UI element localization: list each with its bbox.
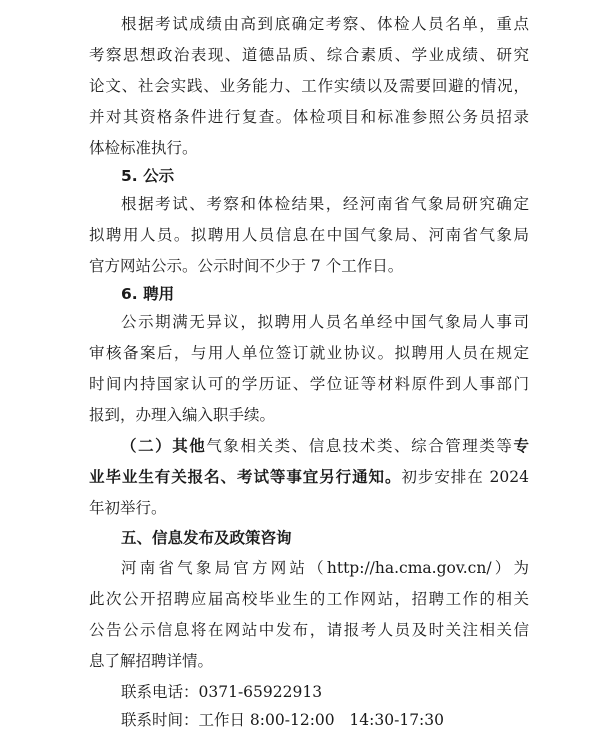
paragraph-line: 根据考试、考察和体检结果，经河南省气象局研究确定 — [121, 195, 529, 213]
section-heading: 五、信息发布及政策咨询 — [121, 529, 292, 547]
paragraph-line: 体检标准执行。 — [89, 139, 198, 157]
section-heading: 6. 聘用 — [121, 285, 175, 303]
paragraph-line: 考察思想政治表现、道德品质、综合素质、学业成绩、研究 — [89, 46, 529, 64]
regular-text: 初步安排在 2024 — [401, 468, 529, 486]
paragraph-line: 根据考试成绩由高到底确定考察、体检人员名单，重点 — [121, 15, 529, 33]
contact-hours: 联系时间：工作日 8:00-12:00 14:30-17:30 — [121, 711, 444, 729]
paragraph-line: 审核备案后，与用人单位签订就业协议。拟聘用人员在规定 — [89, 344, 529, 362]
regular-text: 气象相关类、信息技术类、综合管理类等 — [206, 437, 514, 455]
paragraph-line: 论文、社会实践、业务能力、工作实绩以及需要回避的情况， — [89, 77, 529, 95]
paragraph-line: 时间内持国家认可的学历证、学位证等材料原件到人事部门 — [89, 375, 529, 393]
paragraph-line: 河南省气象局官方网站（http://ha.cma.gov.cn/）为 — [121, 559, 529, 577]
paragraph-line: 此次公开招聘应届高校毕业生的工作网站，招聘工作的相关 — [89, 590, 529, 608]
paragraph-line: 年初举行。 — [89, 499, 167, 517]
paragraph-line: 并对其资格条件进行复查。体检项目和标准参照公务员招录 — [89, 108, 529, 126]
paragraph-line: 官方网站公示。公示时间不少于 7 个工作日。 — [89, 257, 404, 275]
paragraph-line: 拟聘用人员。拟聘用人员信息在中国气象局、河南省气象局 — [89, 226, 529, 244]
paragraph-line: 息了解招聘详情。 — [89, 652, 214, 670]
bold-text: 业毕业生有关报名、考试等事宜另行通知。 — [89, 468, 402, 486]
bold-text: （二）其他 — [121, 437, 207, 455]
contact-phone: 联系电话：0371-65922913 — [121, 683, 323, 701]
mixed-paragraph-line — [89, 464, 529, 490]
mixed-paragraph-line — [121, 433, 529, 459]
section-heading: 5. 公示 — [121, 167, 175, 185]
paragraph-line: 公告公示信息将在网站中发布，请报考人员及时关注相关信 — [89, 621, 529, 639]
bold-text: 专 — [513, 437, 529, 455]
paragraph-line: 报到，办理入编入职手续。 — [89, 406, 276, 424]
paragraph-line: 公示期满无异议，拟聘用人员名单经中国气象局人事司 — [121, 313, 529, 331]
